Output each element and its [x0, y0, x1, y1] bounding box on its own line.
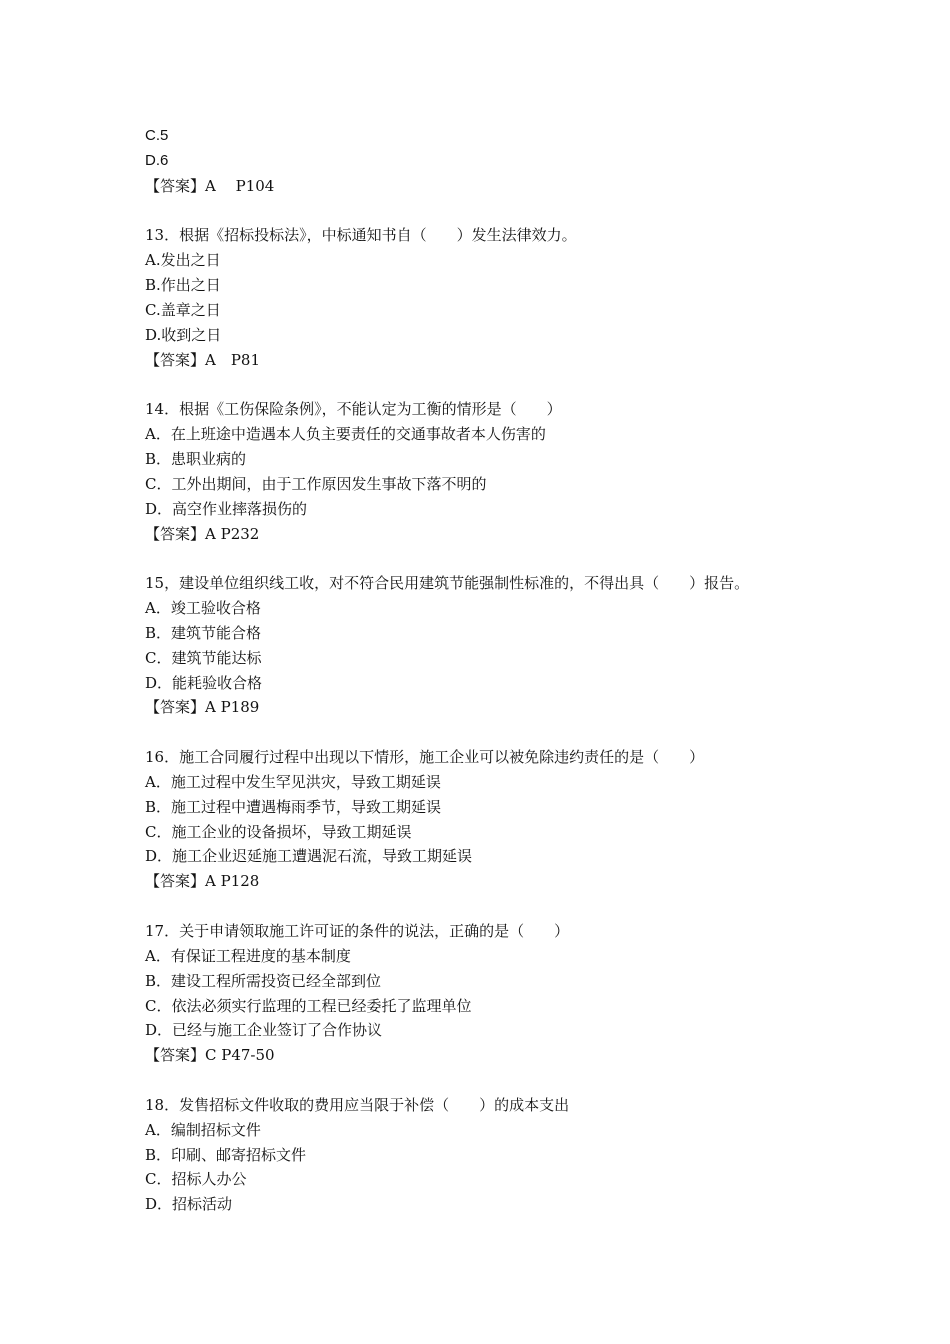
option-line: B．建设工程所需投资已经全部到位	[145, 971, 382, 990]
question-15	[145, 571, 845, 720]
option-line: A．施工过程中发生罕见洪灾，导致工期延误	[145, 772, 441, 791]
option-line: C．工外出期间，由于工作原因发生事故下落不明的	[145, 474, 487, 493]
spacer	[145, 894, 845, 919]
answer-line: 【答案】A P128	[145, 872, 260, 891]
option-line: B．建筑节能合格	[145, 623, 262, 642]
question-14	[145, 397, 845, 546]
option-line: D．能耗验收合格	[145, 673, 263, 692]
question-stem: 16．施工合同履行过程中出现以下情形，施工企业可以被免除违约责任的是（ ）	[145, 748, 705, 767]
option-line: A．在上班途中造遇本人负主要责任的交通事故者本人伤害的	[145, 425, 546, 444]
option-line: B.作出之日	[145, 276, 221, 295]
question-stem: 13．根据《招标投标法》，中标通知书自（ ）发生法律效力。	[145, 226, 577, 245]
question-stem: 18．发售招标文件收取的费用应当限于补偿（ ）的成本支出	[145, 1095, 570, 1114]
answer-line: 【答案】A P232	[145, 524, 260, 543]
option-line: D.收到之日	[145, 325, 222, 344]
option-line: D．高空作业摔落损伤的	[145, 499, 308, 518]
answer-line: 【答案】C P47-50	[145, 1046, 275, 1065]
option-line: B．印刷、邮寄招标文件	[145, 1145, 307, 1164]
option-line: B．患职业病的	[145, 449, 247, 468]
question-13	[145, 223, 845, 372]
question-17	[145, 919, 845, 1068]
option-line: A．有保证工程进度的基本制度	[145, 946, 351, 965]
question-stem: 15，建设单位组织线工收，对不符合民用建筑节能强制性标准的，不得出具（ ）报告。	[145, 574, 750, 593]
option-line: C．依法必须实行监理的工程已经委托了监理单位	[145, 996, 472, 1015]
option-line: D.6	[145, 151, 169, 169]
lead-question-tail	[145, 124, 845, 199]
option-line: A．编制招标文件	[145, 1120, 261, 1139]
question-16	[145, 745, 845, 894]
question-18	[145, 1093, 845, 1217]
option-line: C.5	[145, 127, 169, 144]
spacer	[145, 720, 845, 745]
option-line: C．施工企业的设备损坏，导致工期延误	[145, 822, 412, 841]
option-line: A.发出之日	[145, 251, 221, 270]
answer-line: 【答案】A P104	[145, 176, 275, 195]
question-stem: 14．根据《工伤保险条例》，不能认定为工衡的情形是（ ）	[145, 400, 562, 419]
question-stem: 17．关于申请领取施工许可证的条件的说法，正确的是（ ）	[145, 922, 570, 940]
spacer	[145, 372, 845, 397]
option-line: C．招标人办公	[145, 1170, 247, 1189]
option-line: D．已经与施工企业签订了合作协议	[145, 1021, 383, 1040]
answer-line: 【答案】A P81	[145, 350, 261, 369]
option-line: C.盖章之日	[145, 300, 221, 319]
answer-line: 【答案】A P189	[145, 698, 260, 717]
option-line: D．招标活动	[145, 1195, 233, 1214]
spacer	[145, 199, 845, 224]
spacer	[145, 1068, 845, 1093]
option-line: B．施工过程中遭遇梅雨季节，导致工期延误	[145, 797, 442, 816]
spacer	[145, 546, 845, 571]
option-line: C．建筑节能达标	[145, 648, 262, 667]
option-line: D．施工企业迟延施工遭遇泥石流，导致工期延误	[145, 847, 473, 866]
option-line: A．竣工验收合格	[145, 599, 261, 618]
document-page	[145, 124, 845, 1217]
